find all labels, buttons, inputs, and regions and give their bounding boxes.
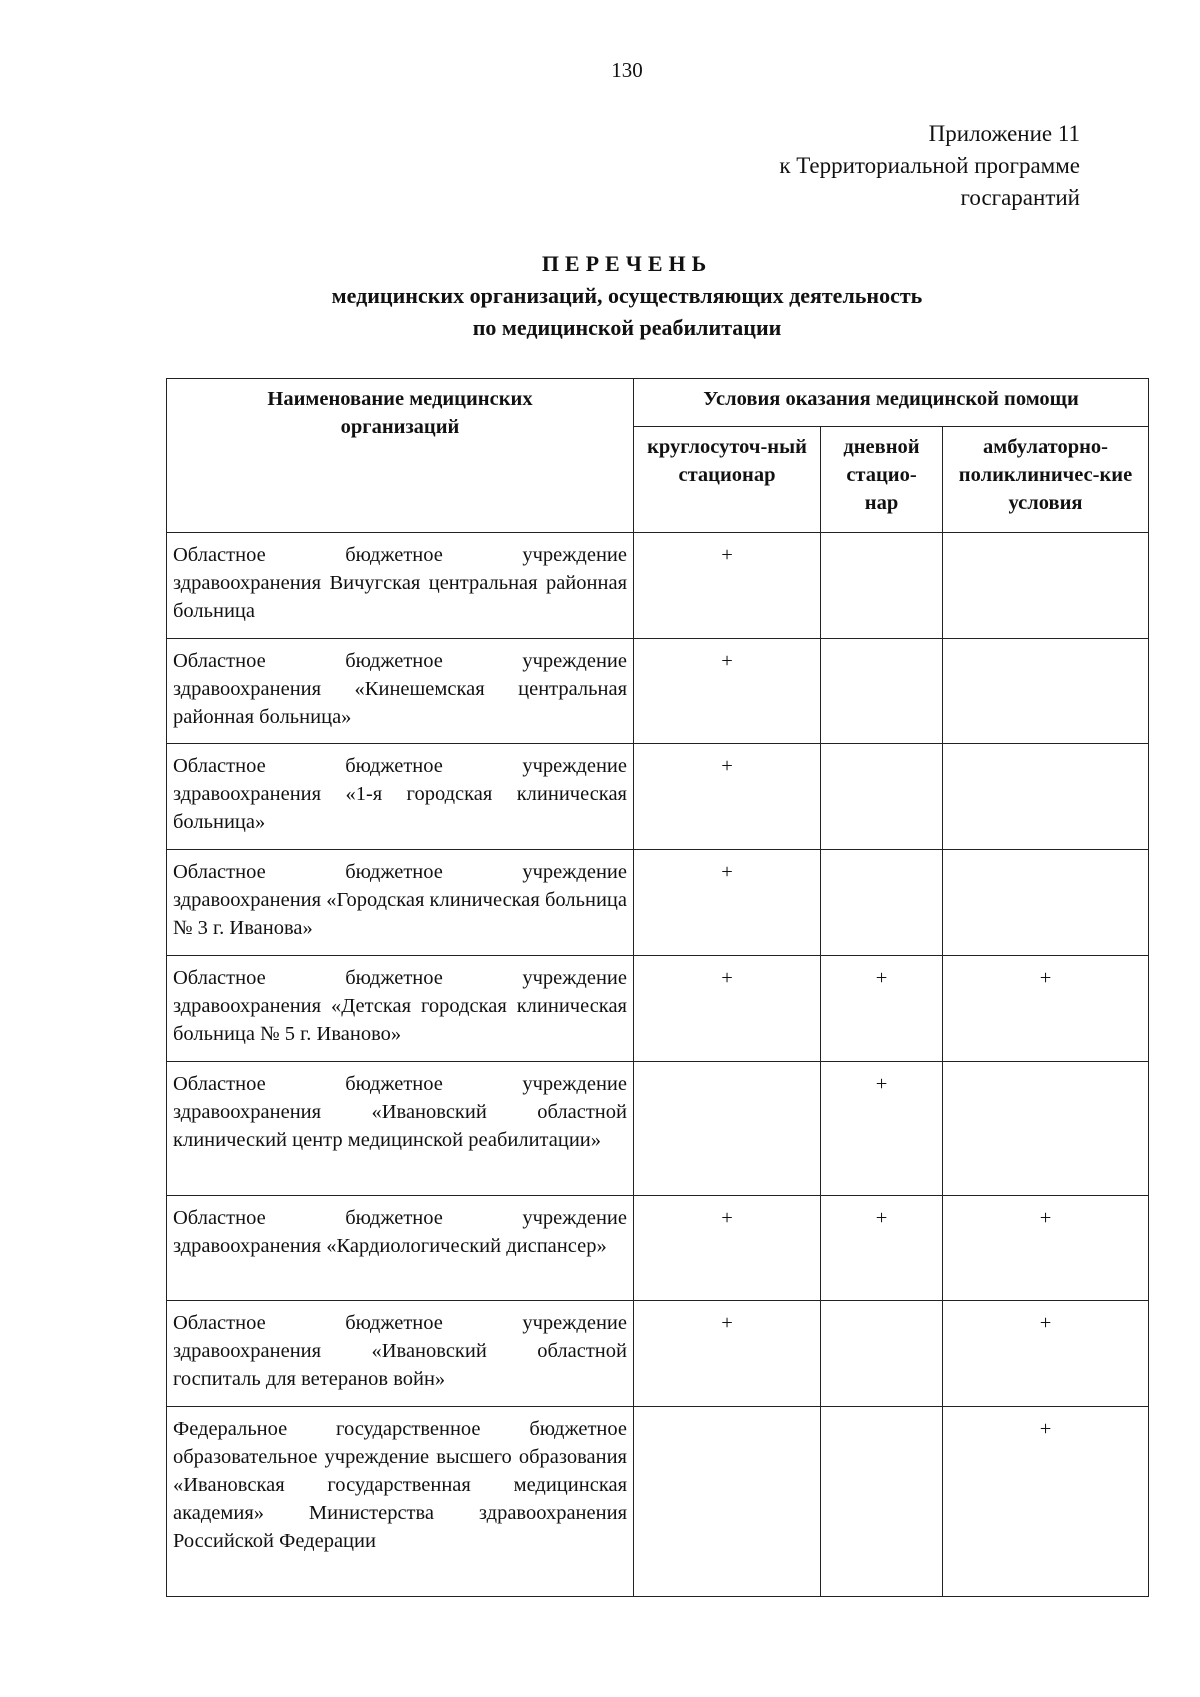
- header-name: Наименование медицинских организаций: [167, 379, 634, 533]
- outpatient-mark: [943, 1062, 1149, 1196]
- appendix-line: Приложение 11: [928, 121, 1080, 146]
- table-row: [167, 850, 1149, 956]
- header-day-hospital: дневной стацио-нар: [821, 427, 943, 533]
- round-the-clock-mark: +: [634, 639, 821, 744]
- round-the-clock-mark: [634, 1407, 821, 1597]
- table-row: [167, 956, 1149, 1062]
- outpatient-mark: +: [943, 956, 1149, 1062]
- header-outpatient: амбулаторно-поликлиничес-кие условия: [943, 427, 1149, 533]
- round-the-clock-mark: +: [634, 850, 821, 956]
- outpatient-mark: [943, 744, 1149, 850]
- day-hospital-mark: +: [821, 956, 943, 1062]
- table-row: [167, 1062, 1149, 1196]
- appendix-line: к Территориальной программе: [779, 153, 1080, 178]
- day-hospital-mark: [821, 639, 943, 744]
- table-row: [167, 744, 1149, 850]
- appendix-line: госгарантий: [960, 185, 1080, 210]
- round-the-clock-mark: +: [634, 1196, 821, 1301]
- outpatient-mark: +: [943, 1407, 1149, 1597]
- organization-name: Областное бюджетное учреждение здравоохранения «Ивановский областной клинический центр медицинской реабилитации»: [167, 1062, 634, 1196]
- day-hospital-mark: [821, 533, 943, 639]
- day-hospital-mark: +: [821, 1196, 943, 1301]
- appendix-reference: [779, 118, 1080, 214]
- day-hospital-mark: [821, 1301, 943, 1407]
- organization-name: Областное бюджетное учреждение здравоохранения Вичугская центральная районная больница: [167, 533, 634, 639]
- organization-name: Областное бюджетное учреждение здравоохранения «Кардиологический диспансер»: [167, 1196, 634, 1301]
- day-hospital-mark: [821, 850, 943, 956]
- organization-name: Областное бюджетное учреждение здравоохранения «1-я городская клиническая больница»: [167, 744, 634, 850]
- title-line: по медицинской реабилитации: [472, 315, 782, 340]
- round-the-clock-mark: +: [634, 956, 821, 1062]
- page-number: 130: [611, 58, 643, 82]
- header-conditions: Условия оказания медицинской помощи: [634, 379, 1149, 427]
- organization-name: Областное бюджетное учреждение здравоохранения «Детская городская клиническая больница № 5 г. Иваново»: [167, 956, 634, 1062]
- table-row: [167, 533, 1149, 639]
- organization-name: Областное бюджетное учреждение здравоохранения «Городская клиническая больница № 3 г. Иванова»: [167, 850, 634, 956]
- table-row: [167, 1196, 1149, 1301]
- header-round-the-clock: круглосуточ-ный стационар: [634, 427, 821, 533]
- organization-name: Областное бюджетное учреждение здравоохранения «Ивановский областной госпиталь для ветеранов войн»: [167, 1301, 634, 1407]
- outpatient-mark: [943, 533, 1149, 639]
- organizations-table: [166, 378, 1149, 1597]
- title-line: медицинских организаций, осуществляющих деятельность: [331, 283, 923, 308]
- round-the-clock-mark: +: [634, 1301, 821, 1407]
- outpatient-mark: +: [943, 1301, 1149, 1407]
- organization-name: Областное бюджетное учреждение здравоохранения «Кинешемская центральная районная больница»: [167, 639, 634, 744]
- document-title: [0, 248, 1200, 344]
- round-the-clock-mark: +: [634, 744, 821, 850]
- table-row: [167, 639, 1149, 744]
- day-hospital-mark: [821, 1407, 943, 1597]
- day-hospital-mark: [821, 744, 943, 850]
- day-hospital-mark: +: [821, 1062, 943, 1196]
- round-the-clock-mark: +: [634, 533, 821, 639]
- title-heading: ПЕРЕЧЕНЬ: [541, 251, 713, 276]
- organization-name: Федеральное государственное бюджетное образовательное учреждение высшего образования «Ивановская государственная медицинская академия» Министерства здравоохранения Российской Федерации: [167, 1407, 634, 1597]
- outpatient-mark: [943, 850, 1149, 956]
- table-row: [167, 1407, 1149, 1597]
- outpatient-mark: [943, 639, 1149, 744]
- table-row: [167, 1301, 1149, 1407]
- round-the-clock-mark: [634, 1062, 821, 1196]
- outpatient-mark: +: [943, 1196, 1149, 1301]
